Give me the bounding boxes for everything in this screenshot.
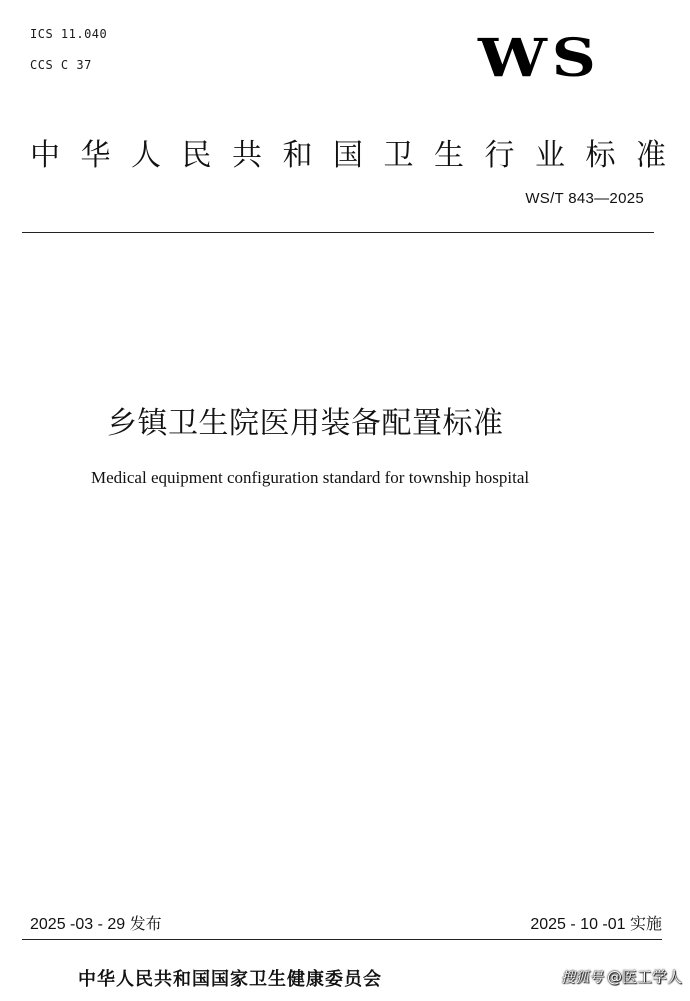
ccs-code: CCS C 37 <box>30 58 92 72</box>
standard-number: WS/T 843—2025 <box>525 190 644 207</box>
watermark-brand: 搜狐号 <box>560 969 603 986</box>
document-title-zh: 乡镇卫生院医用装备配置标准 <box>107 406 504 441</box>
top-divider <box>22 232 654 233</box>
issuing-authority: 中华人民共和国国家卫生健康委员会 <box>78 969 382 990</box>
watermark-account: @医工学人 <box>606 968 682 986</box>
watermark <box>561 966 682 987</box>
ws-logo: WS <box>478 28 601 89</box>
ics-code: ICS 11.040 <box>30 27 108 41</box>
publish-date: 2025 -03 - 29 发布 <box>30 916 162 933</box>
document-title-en: Medical equipment configuration standard for township hospital <box>91 468 530 487</box>
standard-category-title: 中华人民共和国卫生行业标准 <box>30 138 687 173</box>
implement-date: 2025 - 10 -01 实施 <box>530 916 662 933</box>
bottom-divider <box>22 939 662 940</box>
